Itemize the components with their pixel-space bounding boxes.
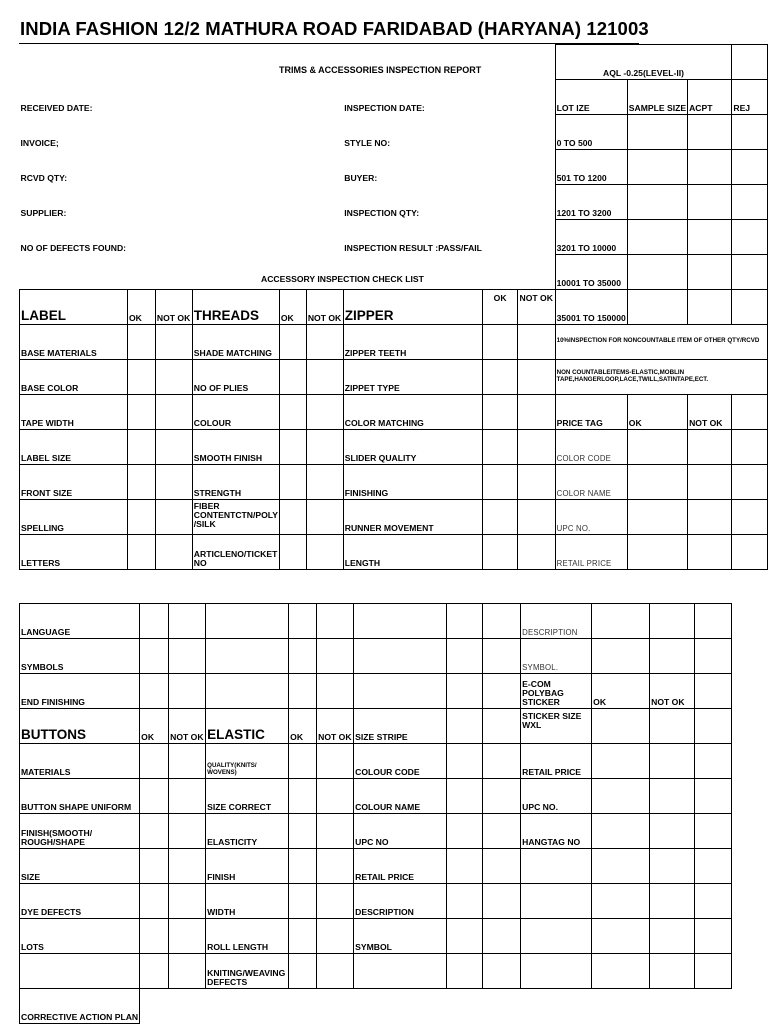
- lot-range-4: 3201 TO 10000: [555, 220, 627, 255]
- not-ok-check-cell[interactable]: [517, 500, 555, 535]
- ok-check-cell[interactable]: [127, 500, 155, 535]
- not-ok-check-cell[interactable]: [306, 500, 343, 535]
- not-ok-check-cell[interactable]: [650, 779, 695, 814]
- ok-col-header: OK: [483, 290, 517, 325]
- ok-check-cell[interactable]: [127, 395, 155, 430]
- lot-range-6: 35001 TO 150000: [555, 290, 627, 325]
- section-zipper-title: ZIPPER: [343, 290, 483, 325]
- lot-range-2: 501 TO 1200: [555, 150, 627, 185]
- ok-col-header: OK: [627, 395, 687, 430]
- ok-check-cell[interactable]: [127, 430, 155, 465]
- not-ok-check-cell[interactable]: [650, 709, 695, 744]
- corrective-action-plan-field[interactable]: [140, 989, 169, 1024]
- ok-check-cell[interactable]: [140, 849, 169, 884]
- not-ok-check-cell[interactable]: [306, 325, 343, 360]
- not-ok-check-cell[interactable]: [650, 814, 695, 849]
- not-ok-check-cell[interactable]: [306, 360, 343, 395]
- not-ok-check-cell[interactable]: [517, 360, 555, 395]
- ok-check-cell[interactable]: [592, 604, 650, 639]
- label-item: SPELLING: [20, 500, 128, 535]
- inspection-checklist-table-continued: [19, 603, 732, 1024]
- reject-cell[interactable]: [732, 290, 768, 325]
- elastic-item: ELASTICITY: [206, 814, 289, 849]
- ok-check-cell[interactable]: [592, 814, 650, 849]
- ok-check-cell[interactable]: [289, 919, 317, 954]
- company-header-title: INDIA FASHION 12/2 MATHURA ROAD FARIDABAD (HARYANA) 121003: [20, 18, 649, 39]
- price-tag-item: SYMBOL.: [521, 639, 592, 674]
- thread-item: SMOOTH FINISH: [192, 430, 279, 465]
- aql-col-lot-size: LOT IZE: [555, 80, 627, 115]
- ok-check-cell[interactable]: [140, 604, 169, 639]
- button-item: MATERIALS: [20, 744, 140, 779]
- lot-range-3: 1201 TO 3200: [555, 185, 627, 220]
- not-ok-col-header: NOT OK: [155, 290, 192, 325]
- price-tag-item: UPC NO.: [555, 500, 627, 535]
- reject-cell[interactable]: [732, 220, 768, 255]
- elastic-item: ROLL LENGTH: [206, 919, 289, 954]
- ecom-item: HANGTAG NO: [521, 814, 592, 849]
- ok-check-cell[interactable]: [483, 325, 517, 360]
- label-item: FRONT SIZE: [20, 465, 128, 500]
- reject-cell[interactable]: [732, 115, 768, 150]
- section-header-row: [20, 290, 768, 325]
- not-ok-check-cell[interactable]: [317, 884, 354, 919]
- label-item: LANGUAGE: [20, 604, 140, 639]
- not-ok-check-cell[interactable]: [155, 535, 192, 570]
- section-elastic-title: ELASTIC: [206, 709, 289, 744]
- not-ok-col-header: NOT OK: [169, 709, 206, 744]
- ok-col-header: OK: [127, 290, 155, 325]
- sample-size-cell[interactable]: [627, 220, 687, 255]
- ok-check-cell[interactable]: [140, 744, 169, 779]
- ok-check-cell[interactable]: [289, 779, 317, 814]
- not-ok-check-cell[interactable]: [483, 744, 521, 779]
- zipper-item: COLOR MATCHING: [343, 395, 483, 430]
- ok-check-cell[interactable]: [279, 465, 306, 500]
- not-ok-check-cell[interactable]: [517, 465, 555, 500]
- button-item: DYE DEFECTS: [20, 884, 140, 919]
- ok-check-cell[interactable]: [447, 709, 483, 744]
- reject-cell[interactable]: [732, 255, 768, 290]
- ok-check-cell[interactable]: [279, 500, 306, 535]
- aql-header-row: [20, 80, 768, 115]
- ecom-item: RETAIL PRICE: [521, 744, 592, 779]
- ok-check-cell[interactable]: [127, 325, 155, 360]
- stripe-item: DESCRIPTION: [354, 884, 447, 919]
- not-ok-check-cell[interactable]: [483, 779, 521, 814]
- price-tag-item: RETAIL PRICE: [555, 535, 627, 570]
- zipper-item: RUNNER MOVEMENT: [343, 500, 483, 535]
- not-ok-check-cell[interactable]: [517, 325, 555, 360]
- ok-check-cell[interactable]: [279, 535, 306, 570]
- not-ok-col-header: NOT OK: [317, 709, 354, 744]
- not-ok-check-cell[interactable]: [688, 500, 732, 535]
- not-ok-col-header: NOT OK: [688, 395, 732, 430]
- ok-check-cell[interactable]: [127, 465, 155, 500]
- ok-check-cell[interactable]: [483, 395, 517, 430]
- elastic-item: WIDTH: [206, 884, 289, 919]
- ok-check-cell[interactable]: [289, 814, 317, 849]
- not-ok-check-cell[interactable]: [317, 744, 354, 779]
- ok-check-cell[interactable]: [483, 465, 517, 500]
- zipper-item: FINISHING: [343, 465, 483, 500]
- ok-check-cell[interactable]: [592, 639, 650, 674]
- label-item: END FINISHING: [20, 674, 140, 709]
- not-ok-check-cell[interactable]: [317, 919, 354, 954]
- ok-check-cell[interactable]: [289, 884, 317, 919]
- ecom-item: STICKER SIZE WXL: [521, 709, 592, 744]
- zipper-item: ZIPPER TEETH: [343, 325, 483, 360]
- not-ok-check-cell[interactable]: [155, 395, 192, 430]
- section-threads-title: THREADS: [192, 290, 279, 325]
- stripe-item: COLOUR NAME: [354, 779, 447, 814]
- ok-check-cell[interactable]: [483, 500, 517, 535]
- ok-check-cell[interactable]: [140, 779, 169, 814]
- ok-check-cell[interactable]: [447, 919, 483, 954]
- price-tag-item: DESCRIPTION: [521, 604, 592, 639]
- lot-range-5: 10001 TO 35000: [555, 255, 627, 290]
- stripe-item: UPC NO: [354, 814, 447, 849]
- ok-check-cell[interactable]: [483, 430, 517, 465]
- invoice-label: INVOICE;: [20, 138, 59, 149]
- label-item: BASE COLOR: [20, 360, 128, 395]
- non-countable-items-note: NON COUNTABLEITEMS-ELASTIC,MOBLIN TAPE,HANGERLOOP,LACE,TWILL,SATINTAPE,ECT.: [555, 360, 767, 395]
- not-ok-check-cell[interactable]: [650, 639, 695, 674]
- ok-col-header: OK: [592, 674, 650, 709]
- ok-check-cell[interactable]: [140, 919, 169, 954]
- stripe-item: COLOUR CODE: [354, 744, 447, 779]
- aql-col-sample-size: SAMPLE SIZE: [627, 80, 687, 115]
- not-ok-check-cell[interactable]: [169, 779, 206, 814]
- inspection-date-label: INSPECTION DATE:: [344, 103, 425, 114]
- not-ok-check-cell[interactable]: [169, 814, 206, 849]
- ok-check-cell[interactable]: [127, 535, 155, 570]
- accept-cell[interactable]: [688, 115, 732, 150]
- ok-check-cell[interactable]: [627, 430, 687, 465]
- not-ok-check-cell[interactable]: [155, 500, 192, 535]
- not-ok-check-cell[interactable]: [306, 535, 343, 570]
- not-ok-check-cell[interactable]: [169, 639, 206, 674]
- not-ok-col-header: NOT OK: [650, 674, 695, 709]
- not-ok-check-cell[interactable]: [483, 849, 521, 884]
- checklist-title: ACCESSORY INSPECTION CHECK LIST: [261, 274, 424, 284]
- section-label-title: LABEL: [20, 290, 128, 325]
- lot-range-1: 0 TO 500: [555, 115, 627, 150]
- ok-check-cell[interactable]: [627, 465, 687, 500]
- thread-item: ARTICLENO/TICKET NO: [192, 535, 279, 570]
- not-ok-check-cell[interactable]: [155, 430, 192, 465]
- ok-check-cell[interactable]: [289, 849, 317, 884]
- aql-label: AQL -0.25(LEVEL-II): [555, 45, 732, 80]
- label-item: LETTERS: [20, 535, 128, 570]
- sample-size-cell[interactable]: [627, 185, 687, 220]
- not-ok-check-cell[interactable]: [317, 814, 354, 849]
- label-item: TAPE WIDTH: [20, 395, 128, 430]
- price-tag-item: COLOR NAME: [555, 465, 627, 500]
- ok-check-cell[interactable]: [279, 360, 306, 395]
- ok-col-header: OK: [140, 709, 169, 744]
- thread-item: SHADE MATCHING: [192, 325, 279, 360]
- ok-check-cell[interactable]: [627, 500, 687, 535]
- buyer-label: BUYER:: [344, 173, 378, 184]
- accept-cell[interactable]: [688, 220, 732, 255]
- button-item: LOTS: [20, 919, 140, 954]
- reject-cell[interactable]: [732, 185, 768, 220]
- not-ok-check-cell[interactable]: [650, 604, 695, 639]
- ok-check-cell[interactable]: [592, 709, 650, 744]
- label-item: BASE MATERIALS: [20, 325, 128, 360]
- ok-check-cell[interactable]: [140, 639, 169, 674]
- not-ok-check-cell[interactable]: [169, 849, 206, 884]
- not-ok-check-cell[interactable]: [483, 709, 521, 744]
- ok-check-cell[interactable]: [627, 535, 687, 570]
- inspection-result-label: INSPECTION RESULT :PASS/FAIL: [344, 243, 482, 254]
- zipper-item: ZIPPET TYPE: [343, 360, 483, 395]
- elastic-item: KNITING/WEAVING DEFECTS: [206, 954, 289, 989]
- ok-check-cell[interactable]: [289, 954, 317, 989]
- aql-col-accept: ACPT: [688, 80, 732, 115]
- not-ok-check-cell[interactable]: [169, 744, 206, 779]
- elastic-item: QUALITY(KNITS/ WOVENS): [206, 744, 289, 779]
- not-ok-check-cell[interactable]: [317, 779, 354, 814]
- ok-check-cell[interactable]: [592, 744, 650, 779]
- ten-percent-inspection-note: 10%INSPECTION FOR NONCOUNTABLE ITEM OF OTHER QTY/RCVD: [555, 325, 767, 360]
- reject-cell[interactable]: [732, 150, 768, 185]
- ok-check-cell[interactable]: [483, 535, 517, 570]
- not-ok-check-cell[interactable]: [169, 674, 206, 709]
- stripe-item: RETAIL PRICE: [354, 849, 447, 884]
- thread-item: FIBER CONTENTCTN/POLY /SILK: [192, 500, 279, 535]
- label-item: LABEL SIZE: [20, 430, 128, 465]
- not-ok-check-cell[interactable]: [517, 430, 555, 465]
- elastic-item: FINISH: [206, 849, 289, 884]
- not-ok-check-cell[interactable]: [169, 604, 206, 639]
- thread-item: STRENGTH: [192, 465, 279, 500]
- accept-cell[interactable]: [688, 290, 732, 325]
- sample-size-cell[interactable]: [627, 115, 687, 150]
- not-ok-check-cell[interactable]: [306, 430, 343, 465]
- label-item: SYMBOLS: [20, 639, 140, 674]
- sample-size-cell[interactable]: [627, 255, 687, 290]
- not-ok-check-cell[interactable]: [317, 849, 354, 884]
- not-ok-check-cell[interactable]: [155, 325, 192, 360]
- not-ok-check-cell[interactable]: [483, 884, 521, 919]
- button-item: FINISH(SMOOTH/ ROUGH/SHAPE: [20, 814, 140, 849]
- received-date-label: RECEIVED DATE:: [20, 103, 93, 114]
- ok-check-cell[interactable]: [279, 395, 306, 430]
- ok-check-cell[interactable]: [483, 360, 517, 395]
- ecom-polybag-title: E-COM POLYBAG STICKER: [521, 674, 592, 709]
- stripe-item: SYMBOL: [354, 919, 447, 954]
- not-ok-check-cell[interactable]: [169, 884, 206, 919]
- sample-size-cell[interactable]: [627, 290, 687, 325]
- ok-check-cell[interactable]: [140, 814, 169, 849]
- not-ok-check-cell[interactable]: [650, 744, 695, 779]
- zipper-item: LENGTH: [343, 535, 483, 570]
- not-ok-check-cell[interactable]: [155, 465, 192, 500]
- accept-cell[interactable]: [688, 185, 732, 220]
- ok-col-header: OK: [289, 709, 317, 744]
- not-ok-check-cell[interactable]: [306, 395, 343, 430]
- inspection-report-table: [19, 44, 768, 570]
- section-buttons-title: BUTTONS: [20, 709, 140, 744]
- not-ok-col-header: NOT OK: [517, 290, 555, 325]
- thread-item: NO OF PLIES: [192, 360, 279, 395]
- not-ok-check-cell[interactable]: [317, 954, 354, 989]
- not-ok-check-cell[interactable]: [517, 395, 555, 430]
- ok-check-cell[interactable]: [289, 744, 317, 779]
- elastic-item: SIZE CORRECT: [206, 779, 289, 814]
- not-ok-check-cell[interactable]: [688, 535, 732, 570]
- ok-check-cell[interactable]: [592, 779, 650, 814]
- not-ok-col-header: NOT OK: [306, 290, 343, 325]
- ok-check-cell[interactable]: [140, 674, 169, 709]
- report-title: TRIMS & ACCESSORIES INSPECTION REPORT: [279, 65, 482, 75]
- defects-found-label: NO OF DEFECTS FOUND:: [20, 243, 127, 254]
- ok-check-cell[interactable]: [127, 360, 155, 395]
- stripe-item: SIZE STRIPE: [354, 709, 447, 744]
- button-item: SIZE: [20, 849, 140, 884]
- not-ok-check-cell[interactable]: [306, 465, 343, 500]
- corrective-action-plan-label: CORRECTIVE ACTION PLAN: [20, 989, 140, 1024]
- ecom-item: UPC NO.: [521, 779, 592, 814]
- rcvd-qty-label: RCVD QTY:: [20, 173, 68, 184]
- not-ok-check-cell[interactable]: [169, 919, 206, 954]
- thread-item: COLOUR: [192, 395, 279, 430]
- sample-size-cell[interactable]: [627, 150, 687, 185]
- ok-check-cell[interactable]: [140, 884, 169, 919]
- supplier-label: SUPPLIER:: [20, 208, 67, 219]
- not-ok-check-cell[interactable]: [688, 465, 732, 500]
- zipper-item: SLIDER QUALITY: [343, 430, 483, 465]
- ok-col-header: OK: [279, 290, 306, 325]
- accept-cell[interactable]: [688, 150, 732, 185]
- section-header-row: [20, 709, 732, 744]
- not-ok-check-cell[interactable]: [483, 919, 521, 954]
- not-ok-check-cell[interactable]: [155, 360, 192, 395]
- button-item: BUTTON SHAPE UNIFORM: [20, 779, 140, 814]
- style-no-label: STYLE NO:: [344, 138, 391, 149]
- ok-check-cell[interactable]: [447, 884, 483, 919]
- ok-check-cell[interactable]: [447, 744, 483, 779]
- aql-col-reject: REJ: [732, 80, 768, 115]
- ok-check-cell[interactable]: [447, 779, 483, 814]
- ok-check-cell[interactable]: [279, 325, 306, 360]
- price-tag-title: PRICE TAG: [555, 395, 627, 430]
- not-ok-check-cell[interactable]: [483, 814, 521, 849]
- not-ok-check-cell[interactable]: [517, 535, 555, 570]
- inspection-qty-label: INSPECTION QTY:: [344, 208, 420, 219]
- accept-cell[interactable]: [688, 255, 732, 290]
- ok-check-cell[interactable]: [447, 814, 483, 849]
- not-ok-check-cell[interactable]: [688, 430, 732, 465]
- price-tag-item: COLOR CODE: [555, 430, 627, 465]
- ok-check-cell[interactable]: [447, 849, 483, 884]
- ok-check-cell[interactable]: [279, 430, 306, 465]
